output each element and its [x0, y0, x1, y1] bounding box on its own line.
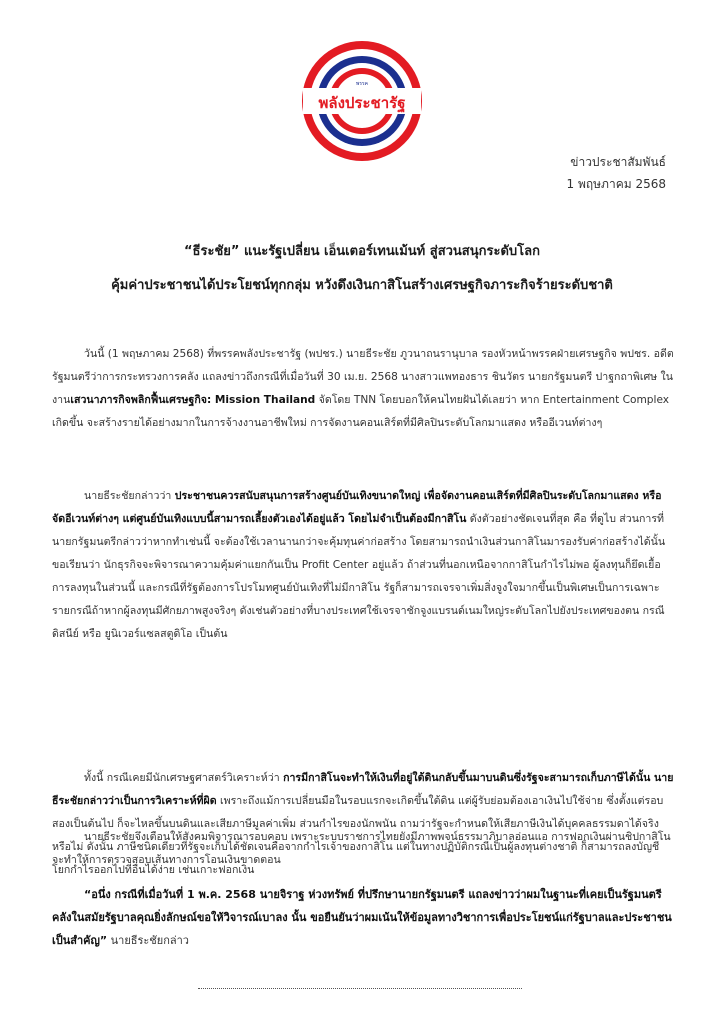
paragraph-3-emphasis: การมีกาสิโนจะทำให้เงินที่อยู่ใต้ดินกลับขึ้นมาบนดินซึ่งรัฐจะสามารถเก็บภาษีได้นั้น นายธีระชัยกล่าวว่าเป็นการวิเคราะห์ที่ผิด [52, 772, 674, 807]
paragraph-1-text: วันนี้ (1 พฤษภาคม 2568) ที่พรรคพลังประชารัฐ (พปชร.) นายธีระชัย ภูวนาถนรานุบาล รองหัวหน้าพรรคฝ่ายเศรษฐกิจ พปชร. อดีตรัฐมนตรีว่าการกระทรวงการคลัง แถลงข่าวถึงกรณีที่เมื่อวันที่ 30 เม.ย. 2568 นางสาวแพทองธาร ชินวัตร นายกรัฐมนตรี ปาฐกถาพิเศษ ในงาน [52, 348, 674, 406]
headline-line-2: คุ้มค่าประชาชนได้ประโยชน์ทุกกลุ่ม หวังดึงเงินกาสิโนสร้างเศรษฐกิจภาระกิจร้ายระดับชาติ [111, 278, 613, 293]
release-date: 1 พฤษภาคม 2568 [566, 177, 666, 191]
paragraph-1-emphasis: เสวนาภารกิจพลิกฟื้นเศรษฐกิจ: Mission Thailand [70, 394, 316, 406]
end-divider [198, 988, 522, 989]
logo-small-text: พรรค [355, 81, 369, 87]
paragraph-3-text: ทั้งนี้ กรณีเคยมีนักเศรษฐศาสตร์วิเคราะห์ว่า [84, 772, 284, 784]
paragraph-4-text: นายธีระชัยจึงเตือนให้สังคมพิจารณารอบคอบ เพราะระบบราชการไทยยังมีภาพพจน์ธรรมาภิบาลอ่อนแอ การฟอกเงินผ่านชิปกาสิโนจะทำให้การตรวจสอบเส้นทางการโอนเงินขาดตอน [52, 831, 671, 866]
party-logo [301, 40, 423, 162]
paragraph-2-emphasis: ประชาชนควรสนับสนุนการสร้างศูนย์บันเทิงขนาดใหญ่ เพื่อจัดงานคอนเสิร์ตที่มีศิลปินระดับโลกมาแสดง หรือจัดอีเวนท์ต่างๆ แต่ศูนย์บันเทิงแบบนี้สามารถเลี้ยงตัวเองได้อยู่แล้ว โดยไม่จำเป็นต้องมีกาสิโน [52, 490, 662, 525]
paragraph-5-emphasis: “อนึ่ง กรณีที่เมื่อวันที่ 1 พ.ค. 2568 นายจิราฐ ห่วงทรัพย์ ที่ปรึกษานายกรัฐมนตรี แถลงข่าวว่าผมในฐานะที่เคยเป็นรัฐมนตรีคลังในสมัยรัฐบาลคุณยิ่งลักษณ์ขอให้วิจารณ์เบาลง นั้น ขอยืนยันว่าผมเน้นให้ข้อมูลทางวิชาการเพื่อประโยชน์แก่รัฐบาลและประชาชนเป็นสำคัญ” [52, 888, 672, 947]
paragraph-2 [52, 485, 674, 646]
paragraph-2-text: นายธีระชัยกล่าวว่า [84, 490, 175, 502]
paragraph-1 [52, 343, 674, 435]
paragraph-1-text-end: จัดโดย TNN โดยบอกให้คนไทยฝันได้เลยว่า หาก Entertainment Complex เกิดขึ้น จะสร้างรายได้อย่างมากในการจ้างงานอาชีพใหม่ การจัดงานคอนเสิร์ตที่มีศิลปินระดับโลกมาแสดง หรืออีเวนท์ต่างๆ [52, 394, 670, 429]
logo-party-name: พลังประชารัฐ [318, 94, 406, 112]
paragraph-3-text-end: เพราะถึงแม้การเปลี่ยนมือในรอบแรกจะเกิดขึ้นใต้ดิน แต่ผู้รับย่อมต้องเอาเงินไปใช้จ่าย ซึ่งตั้งแต่รอบสองเป็นต้นไป ก็จะไหลขึ้นบนดินและเสียภาษีมูลค่าเพิ่ม ส่วนกำไรของนักพนัน ถามว่ารัฐจะกำหนดให้เสียภาษีเงินได้บุคคลธรรมดาได้จริงหรือไม่ ดังนั้น ภาษีชนิดเดียวที่รัฐจะเก็บได้ชัดเจนคือจากกำไรเจ้าของกาสิโน แต่ในทางปฏิบัติกรณีเป็นผู้ลงทุนต่างชาติ ก็สามารถลงบัญชีโยกกำไรออกไปที่อื่นได้ง่าย เช่นเกาะฟอกเงิน [52, 795, 664, 876]
paragraph-5-attribution: นายธีระชัยกล่าว [107, 934, 189, 947]
paragraph-2-text-end: ดังตัวอย่างชัดเจนที่สุด คือ ที่ดูไบ ส่วนการที่นายกรัฐมนตรีกล่าวว่าหากทำเช่นนี้ จะต้องใช้เวลานานกว่าจะคุ้มทุนค่าก่อสร้าง โดยสามารถนำเงินส่วนกาสิโนมารองรับค่าก่อสร้างได้นั้น ขอเรียนว่า นักธุรกิจจะพิจารณาความคุ้มค่าแยกกันเป็น Profit Center อยู่แล้ว ถ้าส่วนที่นอกเหนือจากกาสิโนกำไรไม่พอ ผู้ลงทุนก็ยึดเยื้อการลงทุนในส่วนนี้ และกรณีที่รัฐต้องการโปรโมทศูนย์บันเทิงที่ไม่มีกาสิโน รัฐก็สามารถเจรจาเพิ่มสิ่งจูงใจมากขึ้นเป็นพิเศษเป็นการเฉพาะรายกรณีถ้าหากผู้ลงทุนมีศักยภาพสูงจริงๆ ดังเช่นตัวอย่างที่บางประเทศใช้เจรจาชักจูงแบรนด์เนมใหญ่ระดับโลกไปยังประเทศของตน กรณีดิสนีย์ หรือ ยูนิเวอร์แซลสตูดิโอ เป็นต้น [52, 513, 666, 640]
paragraph-4 [52, 826, 674, 872]
paragraph-5-quote [52, 883, 674, 952]
headline-line-1: “ธีระชัย” แนะรัฐเปลี่ยน เอ็นเตอร์เทนเม้นท์ สู่สวนสนุกระดับโลก [184, 244, 540, 259]
press-release-label: ข่าวประชาสัมพันธ์ [570, 155, 666, 169]
